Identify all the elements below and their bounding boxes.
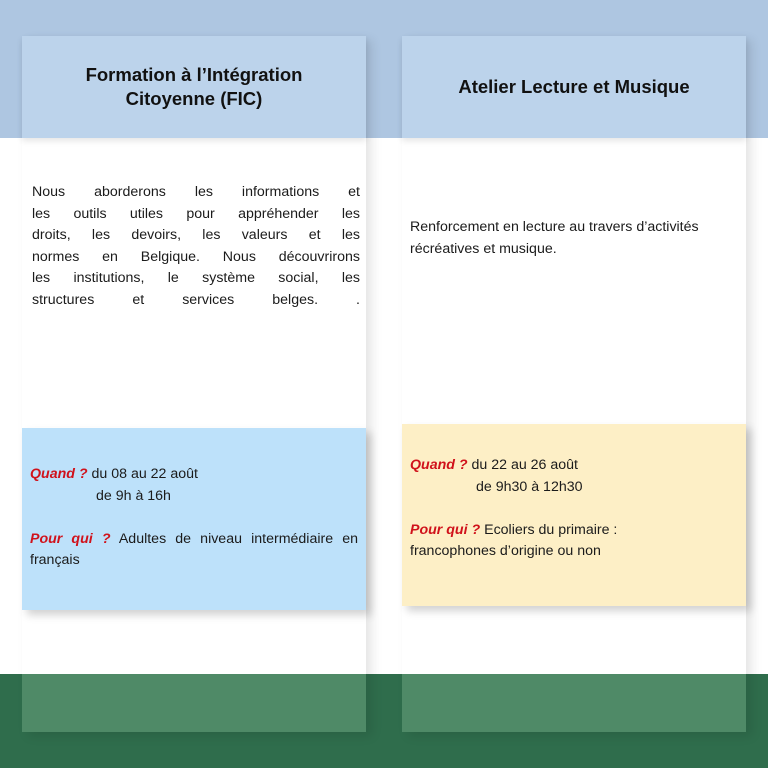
card-atelier-description <box>410 217 744 260</box>
who-label: Pour qui ? <box>410 521 481 538</box>
when-row <box>30 464 358 486</box>
who-row <box>410 520 738 542</box>
card-fic <box>22 36 366 732</box>
description-line: normes en Belgique. Nous découvrirons <box>32 248 360 265</box>
when-dates: du 08 au 22 août <box>91 466 199 482</box>
when-label: Quand ? <box>30 466 88 482</box>
description-line: les outils utiles pour appréhender les <box>32 205 360 222</box>
description-line: structures et services belges. . <box>32 291 360 308</box>
card-fic-info-box <box>22 428 366 610</box>
card-fic-footer <box>22 674 366 732</box>
who-text-line2: francophones d’origine ou non <box>410 543 601 560</box>
card-atelier <box>402 36 746 732</box>
description-line: récréatives et musique. <box>410 240 557 257</box>
card-fic-title: Formation à l’Intégration Citoyenne (FIC) <box>22 36 366 138</box>
when-hours: de 9h à 16h <box>96 487 171 504</box>
description-line: les institutions, le système social, les <box>32 270 360 287</box>
card-fic-description <box>32 182 360 312</box>
card-atelier-footer <box>402 674 746 732</box>
description-line: Nous aborderons les informations et <box>32 184 360 200</box>
description-line: Renforcement en lecture au travers d’activités <box>410 219 699 235</box>
when-label: Quand ? <box>410 457 468 473</box>
card-atelier-info-box <box>402 424 746 606</box>
who-label: Pour qui ? <box>30 530 111 547</box>
who-text: Adultes de niveau intermédiaire en français <box>30 530 358 569</box>
description-line: droits, les devoirs, les valeurs et les <box>32 227 360 244</box>
when-hours: de 9h30 à 12h30 <box>476 478 583 495</box>
who-text: Ecoliers du primaire : <box>484 521 618 538</box>
card-atelier-title: Atelier Lecture et Musique <box>402 36 746 138</box>
when-row <box>410 455 738 477</box>
when-dates: du 22 au 26 août <box>471 457 579 473</box>
who-row <box>30 529 358 572</box>
